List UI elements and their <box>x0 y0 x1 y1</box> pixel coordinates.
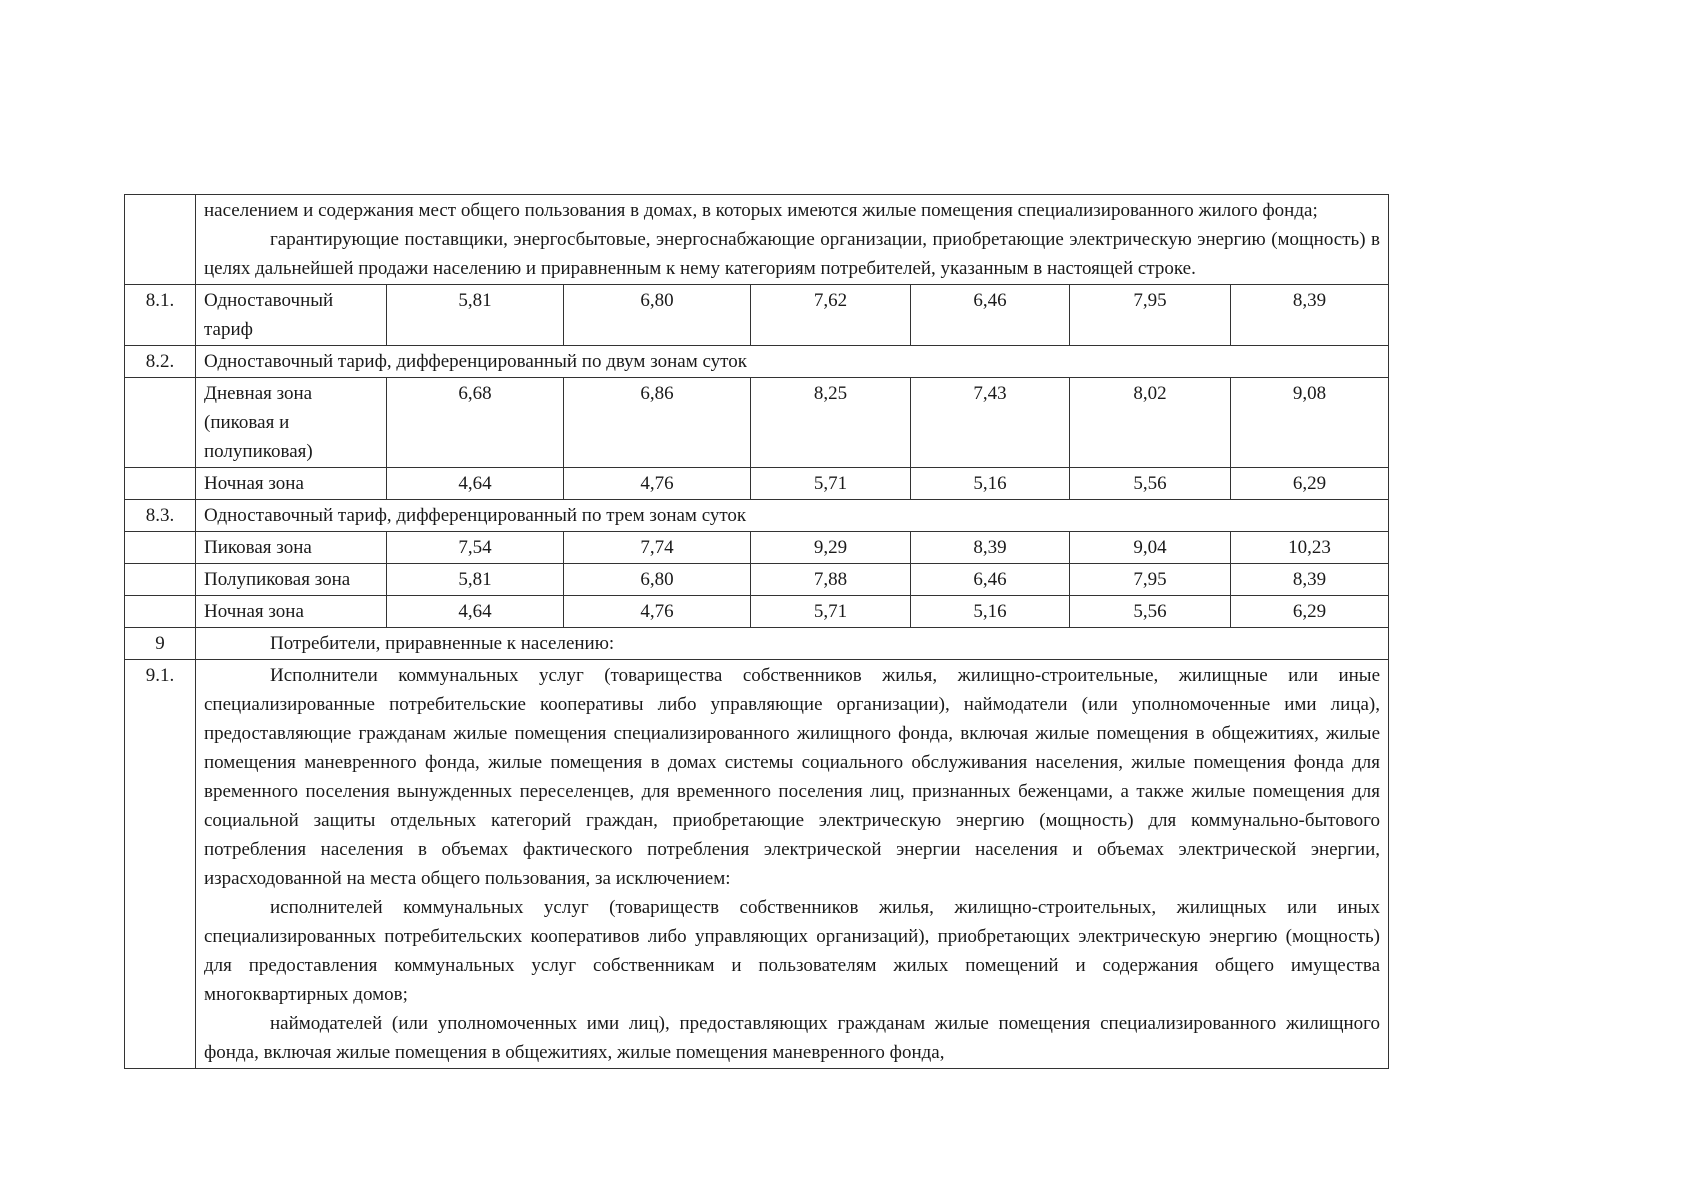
value-cell: 5,81 <box>387 285 564 346</box>
value-cell: 6,80 <box>564 285 751 346</box>
row-number-cell <box>125 378 196 468</box>
table-row-night-zone <box>125 468 1389 500</box>
value-cell: 5,16 <box>911 596 1070 628</box>
value-cell: 8,25 <box>751 378 911 468</box>
row-number-cell <box>125 596 196 628</box>
value-cell: 6,46 <box>911 564 1070 596</box>
value-cell: 5,56 <box>1070 596 1231 628</box>
row-label: Полупиковая зона <box>196 564 387 596</box>
value-cell: 8,39 <box>1231 285 1389 346</box>
row-label: Пиковая зона <box>196 532 387 564</box>
value-cell: 8,02 <box>1070 378 1231 468</box>
value-cell: 7,95 <box>1070 564 1231 596</box>
consumers-paragraph-2: исполнителей коммунальных услуг (товариществ собственников жилья, жилищно-строительных, жилищных или иных специализированных потребительских кооперативов либо управляющих организаций), приобретающих электрическую энергию (мощность) для предоставления коммунальных услуг собственникам и пользователям жилых помещений и содержания общего имущества многоквартирных домов; <box>204 897 1381 1005</box>
row-number: 8.1. <box>125 285 196 346</box>
intro-text-cell <box>196 195 1389 285</box>
value-cell: 5,71 <box>751 596 911 628</box>
consumers-text-cell <box>196 660 1389 1069</box>
table-row-8-2 <box>125 346 1389 378</box>
value-cell: 7,54 <box>387 532 564 564</box>
tariff-table <box>124 194 1389 1069</box>
table-row-peak-zone <box>125 532 1389 564</box>
row-number: 9 <box>125 628 196 660</box>
value-cell: 7,43 <box>911 378 1070 468</box>
consumers-paragraph-1: Исполнители коммунальных услуг (товарищества собственников жилья, жилищно-строительные, жилищные или иные специализированные потребительские кооперативы либо управляющие организации), наймодатели (или уполномоченные ими лица), предоставляющие гражданам жилые помещения специализированного жилищного фонда, включая жилые помещения в общежитиях, жилые помещения маневренного фонда, жилые помещения в домах системы социального обслуживания населения, жилые помещения фонда для временного поселения вынужденных переселенцев, для временного поселения лиц, признанных беженцами, а также жилые помещения для социальной защиты отдельных категорий граждан, приобретающие электрическую энергию (мощность) для коммунально-бытового потребления населения в объемах фактического потребления электрической энергии населения и объемах электрической энергии, израсходованной на места общего пользования, за исключением: <box>204 665 1381 889</box>
value-cell: 7,62 <box>751 285 911 346</box>
value-cell: 7,95 <box>1070 285 1231 346</box>
value-cell: 5,71 <box>751 468 911 500</box>
row-label: Одноставочный тариф <box>196 285 387 346</box>
row-number-cell <box>125 468 196 500</box>
row-number-cell <box>125 564 196 596</box>
table-row-semi-peak-zone <box>125 564 1389 596</box>
value-cell: 6,29 <box>1231 596 1389 628</box>
value-cell: 6,29 <box>1231 468 1389 500</box>
row-number-cell <box>125 532 196 564</box>
value-cell: 9,29 <box>751 532 911 564</box>
table-row-day-zone <box>125 378 1389 468</box>
value-cell: 5,56 <box>1070 468 1231 500</box>
value-cell: 6,46 <box>911 285 1070 346</box>
value-cell: 9,08 <box>1231 378 1389 468</box>
value-cell: 6,80 <box>564 564 751 596</box>
section-title: Одноставочный тариф, дифференцированный по трем зонам суток <box>196 500 1389 532</box>
table-row-8-3 <box>125 500 1389 532</box>
value-cell: 7,88 <box>751 564 911 596</box>
section-title: Одноставочный тариф, дифференцированный по двум зонам суток <box>196 346 1389 378</box>
section-title: Потребители, приравненные к населению: <box>196 628 1389 660</box>
value-cell: 4,64 <box>387 596 564 628</box>
value-cell: 4,64 <box>387 468 564 500</box>
value-cell: 5,16 <box>911 468 1070 500</box>
row-number-cell <box>125 195 196 285</box>
row-label: Ночная зона <box>196 468 387 500</box>
row-label: Дневная зона (пиковая и полупиковая) <box>196 378 387 468</box>
intro-paragraph-2: гарантирующие поставщики, энергосбытовые, энергоснабжающие организации, приобретающие электрическую энергию (мощность) в целях дальнейшей продажи населению и приравненным к нему категориям потребителей, указанным в настоящей строке. <box>204 229 1381 279</box>
value-cell: 7,74 <box>564 532 751 564</box>
value-cell: 4,76 <box>564 596 751 628</box>
row-number: 8.3. <box>125 500 196 532</box>
value-cell: 9,04 <box>1070 532 1231 564</box>
table-row-9 <box>125 628 1389 660</box>
value-cell: 6,68 <box>387 378 564 468</box>
table-row-night-zone-3 <box>125 596 1389 628</box>
intro-paragraph-1: населением и содержания мест общего пользования в домах, в которых имеются жилые помещения специализированного жилого фонда; <box>204 200 1318 221</box>
value-cell: 8,39 <box>1231 564 1389 596</box>
row-label: Ночная зона <box>196 596 387 628</box>
value-cell: 10,23 <box>1231 532 1389 564</box>
table-row-8-1 <box>125 285 1389 346</box>
table-row-intro <box>125 195 1389 285</box>
value-cell: 5,81 <box>387 564 564 596</box>
value-cell: 6,86 <box>564 378 751 468</box>
value-cell: 8,39 <box>911 532 1070 564</box>
row-number: 8.2. <box>125 346 196 378</box>
value-cell: 4,76 <box>564 468 751 500</box>
consumers-paragraph-3: наймодателей (или уполномоченных ими лиц), предоставляющих гражданам жилые помещения специализированного жилищного фонда, включая жилые помещения в общежитиях, жилые помещения маневренного фонда, <box>204 1013 1381 1063</box>
row-number: 9.1. <box>125 660 196 1069</box>
table-row-9-1 <box>125 660 1389 1069</box>
